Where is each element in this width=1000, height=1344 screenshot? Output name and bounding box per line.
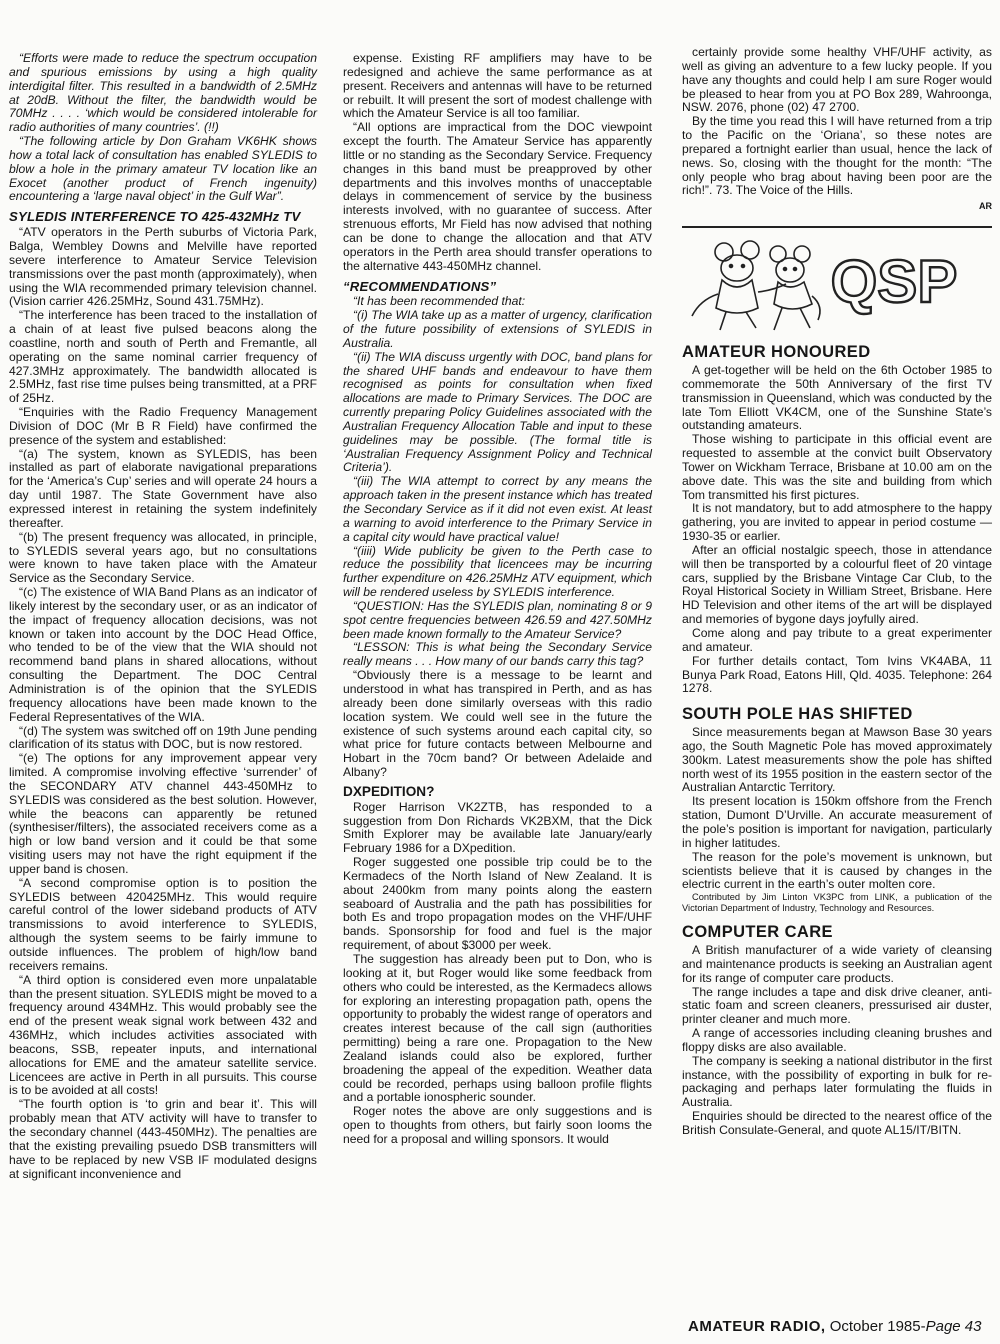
paragraph: The company is seeking a national distributor in the first instance, with the possibility of exporting in bulk for re-packaging and perhaps later formulating the fluids in Australia. <box>682 1053 992 1110</box>
issue-date: October 1985- <box>829 1318 926 1335</box>
section-heading-dxpedition: DXPEDITION? <box>343 783 435 799</box>
paragraph: “(d) The system was switched off on 19th June pending clarification of its status with DOC, but is now restored. <box>9 723 317 752</box>
column-2 <box>343 52 652 1147</box>
paragraph: “QUESTION: Has the SYLEDIS plan, nominating 8 or 9 spot centre frequencies between 426.59 and 427.50MHz been made known formally to the Amateur Service? <box>343 598 652 641</box>
paragraph: A British manufacturer of a wide variety of cleansing and maintenance products is seeking an Australian agent for its range of computer care products. <box>682 943 992 985</box>
section-heading-amateur-honoured: AMATEUR HONOURED <box>682 343 871 362</box>
paragraph: “A second compromise option is to position the SYLEDIS between 420425MHz. This would require careful control of the lower sideband products of ATV transmissions to avoid interference to SYLEDIS, although the system seems to be fairly immune to outside influences. The problem of high/low band receivers remains. <box>9 875 317 973</box>
paragraph: Enquiries should be directed to the nearest office of the British Consulate-General, and quote AL15/IT/BITN. <box>682 1109 992 1137</box>
paragraph: “Obviously there is a message to be learnt and understood in what has transpired in Perth, and as has already been done similarly overseas with this radio location system. We could well see in the future the existence of such systems around each capital city, so what price for future contacts between Melbourne and Hobart in the 70cm band? Or between Adelaide and Albany? <box>343 668 652 780</box>
paragraph: Those wishing to participate in this official event are requested to assemble at the convict built Observatory Tower on Wickham Terrace, Brisbane at 10.00 am on the above date. This was the site and building from which Tom transmitted his first pictures. <box>682 432 992 502</box>
paragraph: After an official nostalgic speech, those in attendance will then be transported by a colourful fleet of 20 vintage cars, supplied by the Brisbane Vintage Car Club, to the Royal Historical Society in William Street, Brisbane. Here HD Television and other items of the art will be displayed and memories of bygone days joyfully aired. <box>682 542 992 627</box>
paragraph: “The following article by Don Graham VK6HK shows how a total lack of consultation has enabled SYLEDIS to blow a hole in the primary amateur TV location like an Exocet (another product of French ingenuity) encountering a ‘large naval object’ in the Gulf War”. <box>9 134 317 204</box>
paragraph: “ATV operators in the Perth suburbs of Victoria Park, Balga, Wembley Downs and Melville have reported severe interference to Amateur Service Television transmissions over the past month (approximately), when using the WIA recommended primary television channel. (Vision carrier 426.25MHz, Sound 431.75MHz). <box>9 225 317 309</box>
paragraph: Come along and pay tribute to a great experimenter and amateur. <box>682 626 992 654</box>
qsp-banner <box>682 234 992 338</box>
paragraph: Roger notes the above are only suggestions and is open to thoughts from others, but fairly soon looms the need for a proposal and willing sponsors. It would <box>343 1104 652 1146</box>
author-sign: AR <box>979 201 992 212</box>
divider <box>682 226 992 228</box>
paragraph: “It has been recommended that: <box>353 294 526 309</box>
paragraph: “Efforts were made to reduce the spectrum occupation and spurious emissions by using a high quality interdigital filter. This resulted in a bandwidth of 2.5MHz at 20dB. Without the filter, the bandwidth would be 70MHz . . . . ‘which would be considered intolerable for radio authorities of many countries’. (!!) <box>9 51 317 135</box>
paragraph: certainly provide some healthy VHF/UHF activity, as well as giving an adventure to a few lucky people. If you have any thoughts and could help I am sure Roger would be pleased to hear from you at PO Box 289, Wahroonga, NSW. 2076, phone (02) 47 2700. <box>682 45 992 115</box>
dancing-mice-illustration <box>682 234 992 338</box>
paragraph: By the time you read this I will have returned from a trip to the Pacific on the ‘Oriana’, so these notes are prepared a fortnight earlier than usual, hence the lack of news. So, closing with the thought for the month: “The only people who brag about having been poor are the rich!”. 73. The Voice of the Hills. <box>682 114 992 198</box>
paragraph: Since measurements began at Mawson Base 30 years ago, the South Magnetic Pole has moved approximately 300km. Latest measurements show the pole has shifted north west of its 1955 position in the eastern sector of the Australian Antarctic Territory. <box>682 725 992 795</box>
paragraph: A get-together will be held on the 6th October 1985 to commemorate the 50th Anniversary of the first TV transmission in Queensland, which was conducted by the late Tom Elliott VK4CM, one of the Sunshine State’s outstanding amateurs. <box>682 362 992 433</box>
paragraph: The suggestion has already been put to Don, who is looking at it, but Roger would like some feedback from others who could be interested, as the Kermadecs allows for exploring an interesting propagation path, opens the opportunity to probably the widest range of operators and creates interest because of the call sign (authorities permitting) being a rare one. Propagation to the New Zealand islands could also be explored, further broadening the appeal of the expedition. Weather data could be recorded, perhaps using balloon profile flights and a portable ionospheric sounder. <box>343 952 652 1105</box>
banner-title: QSP <box>830 248 958 316</box>
paragraph: “LESSON: This is what being the Secondary Service really means . . . How many of our bands carry this tag? <box>343 640 652 669</box>
paragraph: expense. Existing RF amplifiers may have to be redesigned and achieve the same performance as at present. Receivers and antennas will have to be returned or rebuilt. It will present the sort of modest challenge with which the Amateur Service is all too familiar. <box>343 51 652 121</box>
paragraph: “A third option is considered even more unpalatable than the present situation. SYLEDIS might be moved to a frequency around 434MHz. This would probably see the end of the present weak signal work between 432 and 436MHz, which includes activities associated with beacons, SSB, repeater inputs, and international allocations for EME and the amateur satellite service. Licencees are active in Perth in all pursuits. This course is to be avoided at all costs! <box>9 972 317 1098</box>
paragraph: “Enquiries with the Radio Frequency Management Division of DOC (Mr B R Field) have confirmed the presence of the system and established: <box>9 405 317 447</box>
contribution-credit: Contributed by Jim Linton VK3PC from LINK, a publication of the Victorian Department of Industry, Technology and Resources. <box>682 892 992 914</box>
page-footer <box>688 1318 994 1335</box>
paragraph: “(ii) The WIA discuss urgently with DOC, band plans for the shared UHF bands and endeavour to have them recognised as points for consultation when fixed allocations are made to Primary Services. The DOC are currently preparing Policy Guidelines associated with the Australian Frequency Allocation Table and input to these guidelines may be possible. (The formal title is ‘Australian Frequency Assignment Policy and Technical Criteria’). <box>343 349 652 475</box>
paragraph: Roger suggested one possible trip could be to the Kermadecs of the North Island of New Zealand. It is about 2400km from many points along the eastern seaboard of Australia and the path has possibilities for both Es and tropo propagation modes on the VHF/UHF bands. Sponsorship for food and fuel is the major requirement, of about $3000 per week. <box>343 855 652 953</box>
paragraph: “(c) The existence of WIA Band Plans as an indicator of likely interest by the secondary user, or as an indicator of the impact of frequency allocation decisions, was not known or taken into account by the DOC Head Office, who tended to be of the view that the WIA should not recommend band plans in shared allocations, without consulting the Department. The DOC Central Administration is of the opinion that the SYLEDIS frequency allocations have been made known to the Federal Representatives of the WIA. <box>9 585 317 724</box>
paragraph: “(iii) The WIA attempt to correct by any means the approach taken in the present instance which has treated the Secondary Service as if it did not even exist. At least a warning to avoid interference to the Primary Service in a capital city would have practical value! <box>343 474 652 544</box>
paragraph: “(b) The present frequency was allocated, in principle, to SYLEDIS several years ago, but no consultations were known to have taken place with the Amateur Service as the Secondary Service. <box>9 529 317 586</box>
page-number: Page 43 <box>925 1318 982 1335</box>
column-1 <box>9 52 317 1181</box>
column-3 <box>682 46 992 1138</box>
paragraph: “(a) The system, known as SYLEDIS, has been installed as part of elaborate navigational preparations for the ‘America’s Cup’ series and will operate 24 hours a day until 1987. The State Government have also expressed interest in retaining the system indefinitely thereafter. <box>9 446 317 530</box>
paragraph: “The fourth option is ‘to grin and bear it’. This will probably mean that ATV activity will have to transfer to the secondary channel (443-450MHz). The penalties are that the existing prevailing psuedo DSB transmitters will have to be replaced by new VSB IF modulated designs at significant inconvenience and <box>9 1097 317 1181</box>
section-heading-recommendations: “RECOMMENDATIONS” <box>343 278 497 294</box>
paragraph: “(i) The WIA take up as a matter of urgency, clarification of the future possibility of extensions of SYLEDIS in Australia. <box>343 308 652 350</box>
paragraph: For further details contact, Tom Ivins VK4ABA, 11 Bunya Park Road, Eatons Hill, Qld. 4035. Telephone: 264 1278. <box>682 653 992 696</box>
paragraph: A range of accessories including cleaning brushes and floppy disks are also available. <box>682 1026 992 1054</box>
paragraph: The reason for the pole’s movement is unknown, but scientists believe that it is caused by changes in the electric current in the earth’s outer molten core. <box>682 849 992 892</box>
section-heading-south-pole: SOUTH POLE HAS SHIFTED <box>682 705 913 724</box>
paragraph: “The interference has been traced to the installation of a chain of at least five pulsed beacons along the coastline, north and south of Perth and Fremantle, all operating on the same nominal carrier frequency of 427.3MHz approximately. The bandwidth allocated is 2.5MHz, fast rise time pulses being transmitted, at a PRF of 25Hz. <box>9 308 317 406</box>
paragraph: Roger Harrison VK2ZTB, has responded to a suggestion from Don Richards VK2BXM, that the Dick Smith Explorer may be available late January/early February 1986 for a DXpedition. <box>343 799 652 856</box>
section-heading-syledis: SYLEDIS INTERFERENCE TO 425-432MHz TV <box>9 209 301 225</box>
paragraph: “(iiii) Wide publicity be given to the Perth case to reduce the possibility that licencees may be incurring further expenditure on 426.25MHz ATV equipment, which will be rendered useless by SYLEDIS interference. <box>343 543 652 600</box>
paragraph: “All options are impractical from the DOC viewpoint except the fourth. The Amateur Service has apparently little or no standing as the Secondary Service. Frequency changes in this band must be preapproved by other departments and this involves months of unacceptable delays in commencement of service by the business interests involved, with no guarantee of success. After strenuous efforts, Mr Field has now advised that nothing can be done to change the allocation and that ATV operators in the Perth area should transfer operations to the alternative 443-450MHz channel. <box>343 120 652 273</box>
paragraph: The range includes a tape and disk drive cleaner, anti-static foam and screen cleaners, pressurised air duster, printer cleaner and much more. <box>682 984 992 1027</box>
paragraph: It is not mandatory, but to add atmosphere to the happy gathering, you are invited to appear in period costume — 1930-35 or earlier. <box>682 501 992 544</box>
magazine-name: AMATEUR RADIO, <box>688 1318 826 1335</box>
section-heading-computer-care: COMPUTER CARE <box>682 923 833 942</box>
paragraph: “(e) The options for any improvement appear very limited. A compromise involving effective ‘surrender’ of the SECONDARY ATV channel 443-450MHz to SYLEDIS was considered as the best solution. However, while the beacons can apparently be retuned (synthesiser/filters), the associated receivers come as a high or low band version and it could be that some visiting users may not have the right equipment if the upper band is chosen. <box>9 751 317 876</box>
paragraph: Its present location is 150km offshore from the French station, Dumont D’Urville. An accurate measurement of the pole’s position is important for navigation, particularly in higher latitudes. <box>682 794 992 850</box>
